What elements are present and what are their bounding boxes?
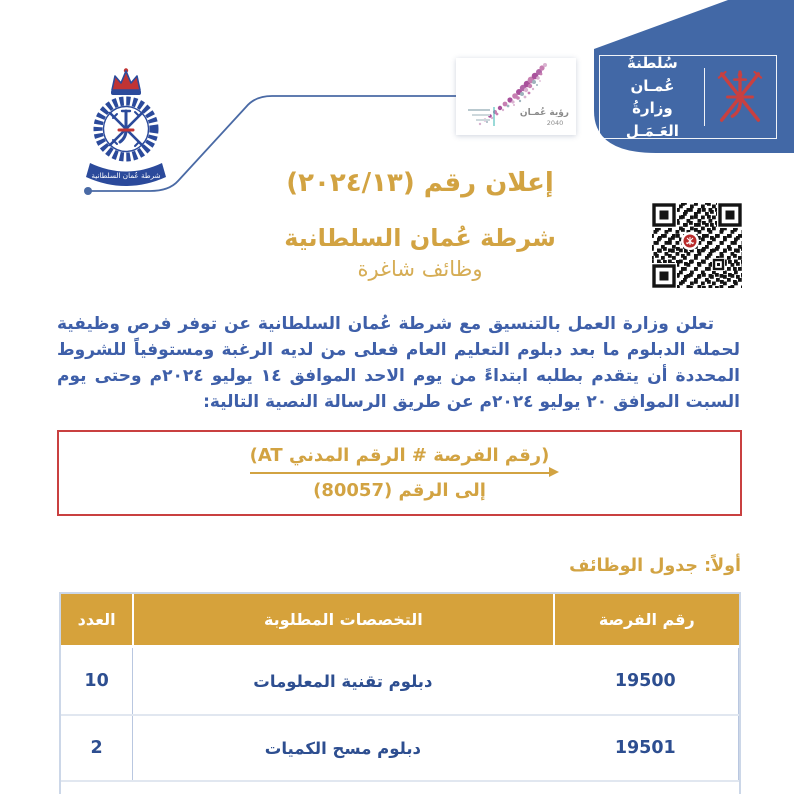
vertical-divider bbox=[704, 68, 705, 126]
vision-logo-year: 2040 bbox=[546, 119, 564, 127]
ministry-name-line2: وزارةُ العَـمَـل bbox=[625, 99, 679, 140]
organization-title: شرطة عُمان السلطانية bbox=[284, 224, 556, 252]
cell-count: 10 bbox=[84, 671, 109, 691]
jobs-section-heading: أولاً: جدول الوظائف bbox=[569, 556, 741, 576]
cell-specialization: دبلوم تقنية المعلومات bbox=[132, 648, 552, 714]
announcement-number-title: إعلان رقم (٢٠٢٤/١٣) bbox=[286, 168, 554, 198]
jobs-table-header-row bbox=[61, 594, 739, 648]
crown-icon bbox=[111, 68, 141, 95]
table-row-clipped bbox=[61, 780, 739, 794]
ministry-name bbox=[610, 52, 695, 142]
header-count: العدد bbox=[77, 610, 116, 629]
sms-format-line: (رقم الفرصة # الرقم المدني AT) bbox=[249, 444, 550, 466]
qr-finder-bottom-left bbox=[651, 263, 677, 289]
announcement-body: تعلن وزارة العمل بالتنسيق مع شرطة عُمان السلطانية عن توفر فرص وظيفية لحملة الدبلوم ما بعد دبلوم التعليم العام فعلى من لديه الرغبة ومستوفياً للشروط المحددة أن يتقدم بطلبه ابتداءً من يوم الاحد الموافق ١٤ يوليو ٢٠٢٤م وحتى يوم السبت الموافق ٢٠ يوليو ٢٠٢٤م عن طريق الرسالة النصية التالية: bbox=[57, 314, 740, 412]
right-arrow-icon bbox=[250, 472, 550, 475]
cell-specialization: دبلوم مسح الكميات bbox=[132, 716, 552, 780]
header-opportunity-number: رقم الفرصة bbox=[553, 594, 739, 645]
vision-2040-swoosh-icon bbox=[456, 58, 576, 135]
header-required-specializations: التخصصات المطلوبة bbox=[132, 594, 552, 645]
table-row bbox=[61, 648, 739, 714]
sms-format-box bbox=[57, 430, 742, 516]
qr-alignment-square bbox=[712, 258, 725, 271]
jobs-table bbox=[59, 592, 741, 794]
ministry-of-labour-banner bbox=[599, 55, 777, 139]
ministry-name-line1: سُلطنةُ عُمـان bbox=[627, 54, 678, 95]
cell-opportunity-number: 19500 bbox=[553, 648, 739, 714]
cell-count: 2 bbox=[90, 738, 103, 758]
cell-opportunity-number: 19501 bbox=[553, 716, 739, 780]
qr-finder-top-right bbox=[717, 202, 743, 228]
qr-finder-top-left bbox=[651, 202, 677, 228]
table-row bbox=[61, 714, 739, 780]
vision-logo-smallprint bbox=[468, 109, 490, 121]
qr-code bbox=[650, 201, 744, 290]
oman-national-emblem-icon bbox=[714, 67, 766, 127]
qr-center-logo bbox=[681, 232, 699, 250]
vision-logo-title: رؤية عُمـان bbox=[519, 108, 569, 118]
sms-destination-line: إلى الرقم (80057) bbox=[313, 480, 486, 502]
oman-vision-2040-logo bbox=[456, 58, 576, 135]
vacancies-subtitle: وظائف شاغرة bbox=[357, 257, 483, 281]
rop-ribbon-text: شرطة عُمان السلطانية bbox=[91, 171, 161, 180]
